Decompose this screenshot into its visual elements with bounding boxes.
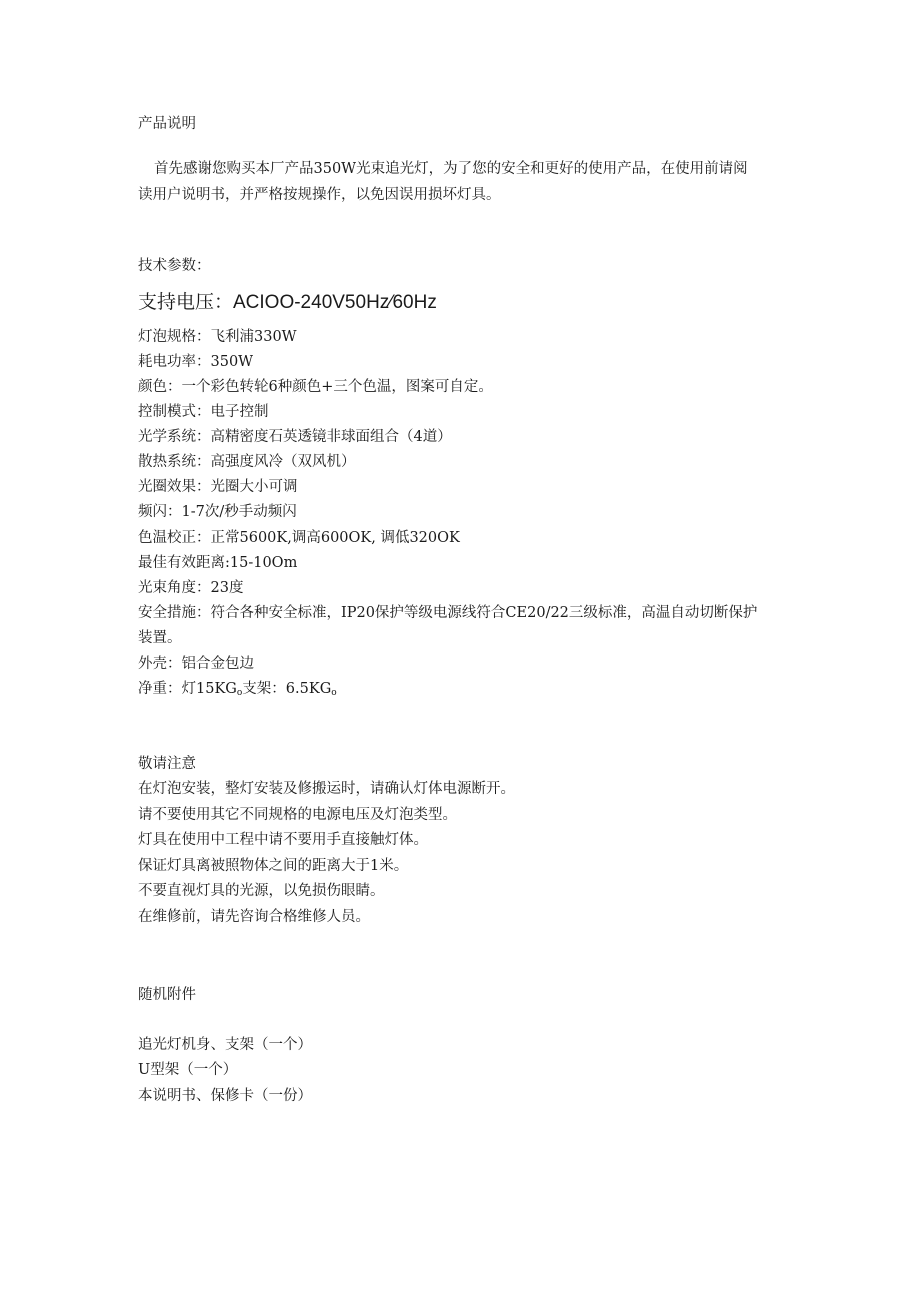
accessory-item: 追光灯机身、支架（一个） — [138, 1037, 312, 1053]
weight-subscript: o — [331, 688, 337, 698]
notice-item: 在灯泡安装，整灯安装及修搬运时，请确认灯体电源断开。 — [138, 781, 515, 797]
doc-title: 产品说明 — [138, 116, 196, 132]
accessory-item: U型架（一个） — [138, 1062, 238, 1078]
spec-item: 灯泡规格：飞利浦330W — [138, 329, 297, 345]
spec-item: 光圈效果：光圈大小可调 — [138, 479, 298, 495]
spec-item: 装置。 — [138, 630, 182, 646]
spec-item: 最佳有效距离:15-10Om — [138, 555, 298, 571]
spec-item: 安全措施：符合各种安全标准，IP20保护等级电源线符合CE20/22三级标准，高温自动切断保护 — [138, 605, 758, 621]
notice-item: 在维修前，请先咨询合格维修人员。 — [138, 909, 370, 925]
spec-item: 控制模式：电子控制 — [138, 404, 269, 420]
accessories-heading: 随机附件 — [138, 987, 196, 1003]
spec-item: 颜色：一个彩色转轮6种颜色+三个色温，图案可自定。 — [138, 379, 493, 395]
weight-lamp: 净重：灯15KG — [138, 681, 237, 697]
specs-heading: 技术参数： — [138, 258, 211, 274]
intro-paragraph-line-2: 读用户说明书，并严格按规操作，以免因误用损坏灯具。 — [138, 187, 501, 203]
weight-subscript: o — [236, 688, 243, 698]
spec-item: 色温校正：正常5600K,调高600OK, 调低320OK — [138, 530, 460, 546]
intro-paragraph-line-1: 首先感谢您购买本厂产品350W光束追光灯，为了您的安全和更好的使用产品，在使用前请阅 — [154, 161, 748, 177]
notice-item: 不要直视灯具的光源，以免损伤眼睛。 — [138, 883, 385, 899]
notice-heading: 敬请注意 — [138, 756, 196, 772]
notice-item: 请不要使用其它不同规格的电源电压及灯泡类型。 — [138, 807, 457, 823]
notice-item: 保证灯具离被照物体之间的距离大于1米。 — [138, 858, 409, 874]
spec-item: 光束角度：23度 — [138, 580, 244, 596]
spec-item: 外壳：铝合金包边 — [138, 656, 254, 672]
spec-item: 耗电功率：350W — [138, 354, 254, 370]
spec-item: 光学系统：高精密度石英透镜非球面组合（4道） — [138, 429, 452, 445]
accessory-item: 本说明书、保修卡（一份） — [138, 1088, 312, 1104]
spec-item-weight — [138, 679, 337, 703]
weight-stand: 支架：6.5KG — [242, 681, 332, 697]
spec-item: 散热系统：高强度风冷（双风机） — [138, 454, 356, 470]
notice-item: 灯具在使用中工程中请不要用手直接触灯体。 — [138, 832, 428, 848]
supported-voltage: 支持电压：ACIOO-240V50Hz⁄60Hz — [138, 292, 437, 313]
spec-item: 频闪：1-7次/秒手动频闪 — [138, 504, 297, 520]
